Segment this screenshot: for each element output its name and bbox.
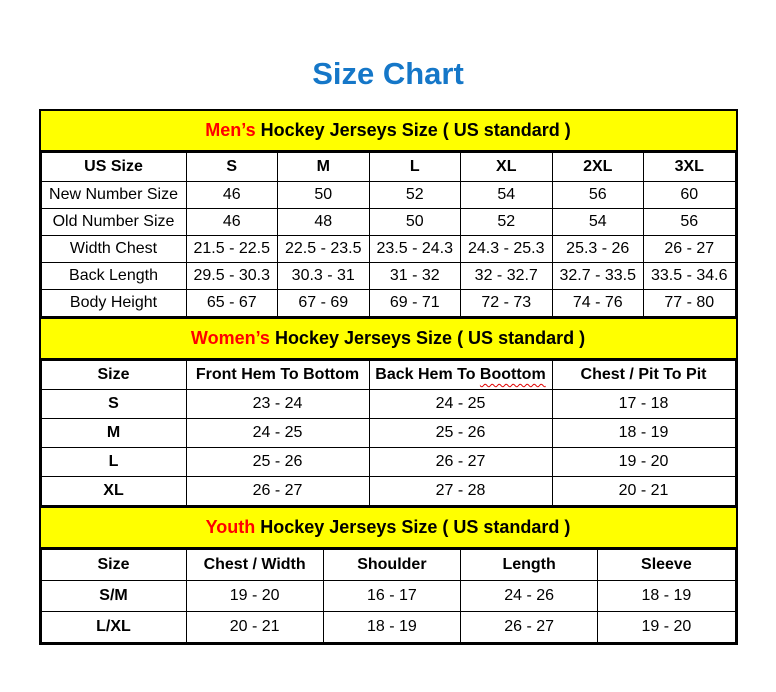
value-cell: 56 <box>644 209 736 236</box>
column-header: US Size <box>41 153 186 182</box>
row-label: Back Length <box>41 263 186 290</box>
size-chart <box>39 109 738 645</box>
column-header: Shoulder <box>323 550 460 581</box>
value-cell: 16 - 17 <box>323 581 460 612</box>
womens-banner-text: Hockey Jerseys Size ( US standard ) <box>269 328 586 348</box>
value-cell: 54 <box>552 209 644 236</box>
value-cell: 33.5 - 34.6 <box>644 263 736 290</box>
youth-section-banner <box>41 506 736 549</box>
value-cell: 32 - 32.7 <box>461 263 553 290</box>
column-header-text: Back Hem To <box>375 366 480 383</box>
value-cell: 19 - 20 <box>552 448 735 477</box>
value-cell: 72 - 73 <box>461 290 553 317</box>
value-cell: 19 - 20 <box>598 612 735 643</box>
value-cell: 21.5 - 22.5 <box>186 236 278 263</box>
value-cell: 17 - 18 <box>552 390 735 419</box>
column-header: Front Hem To Bottom <box>186 361 369 390</box>
value-cell: 65 - 67 <box>186 290 278 317</box>
row-label: Width Chest <box>41 236 186 263</box>
value-cell: 23.5 - 24.3 <box>369 236 461 263</box>
mens-section-banner <box>41 111 736 152</box>
youth-header-row <box>41 550 735 581</box>
table-row <box>41 419 735 448</box>
page-title: Size Chart <box>312 56 464 91</box>
row-label: M <box>41 419 186 448</box>
value-cell: 20 - 21 <box>552 477 735 506</box>
page <box>0 56 776 645</box>
column-header: XL <box>461 153 553 182</box>
row-label: New Number Size <box>41 182 186 209</box>
value-cell: 60 <box>644 182 736 209</box>
womens-header-row <box>41 361 735 390</box>
value-cell: 25.3 - 26 <box>552 236 644 263</box>
value-cell: 27 - 28 <box>369 477 552 506</box>
table-row <box>41 477 735 506</box>
column-header <box>369 361 552 390</box>
column-header: Chest / Width <box>186 550 323 581</box>
table-row <box>41 290 735 317</box>
column-header: M <box>278 153 370 182</box>
value-cell: 20 - 21 <box>186 612 323 643</box>
value-cell: 52 <box>369 182 461 209</box>
value-cell: 31 - 32 <box>369 263 461 290</box>
column-header: 2XL <box>552 153 644 182</box>
row-label: XL <box>41 477 186 506</box>
table-row <box>41 390 735 419</box>
value-cell: 30.3 - 31 <box>278 263 370 290</box>
value-cell: 26 - 27 <box>186 477 369 506</box>
column-header: 3XL <box>644 153 736 182</box>
youth-banner-text: Hockey Jerseys Size ( US standard ) <box>255 517 571 537</box>
row-label: S/M <box>41 581 186 612</box>
value-cell: 69 - 71 <box>369 290 461 317</box>
value-cell: 25 - 26 <box>186 448 369 477</box>
value-cell: 18 - 19 <box>598 581 735 612</box>
row-label: L/XL <box>41 612 186 643</box>
value-cell: 25 - 26 <box>369 419 552 448</box>
value-cell: 22.5 - 23.5 <box>278 236 370 263</box>
youth-size-table <box>41 549 736 643</box>
value-cell: 46 <box>186 209 278 236</box>
value-cell: 67 - 69 <box>278 290 370 317</box>
table-row <box>41 236 735 263</box>
value-cell: 46 <box>186 182 278 209</box>
mens-size-table <box>41 152 736 317</box>
womens-section-banner <box>41 317 736 360</box>
value-cell: 24 - 25 <box>369 390 552 419</box>
row-label: L <box>41 448 186 477</box>
table-row <box>41 182 735 209</box>
column-header: Size <box>41 361 186 390</box>
value-cell: 18 - 19 <box>323 612 460 643</box>
value-cell: 23 - 24 <box>186 390 369 419</box>
column-header: L <box>369 153 461 182</box>
youth-banner-highlight: Youth <box>205 517 256 537</box>
column-header: Length <box>461 550 598 581</box>
table-row <box>41 209 735 236</box>
value-cell: 19 - 20 <box>186 581 323 612</box>
column-header: S <box>186 153 278 182</box>
value-cell: 74 - 76 <box>552 290 644 317</box>
table-row <box>41 612 735 643</box>
value-cell: 18 - 19 <box>552 419 735 448</box>
table-row <box>41 448 735 477</box>
column-header: Size <box>41 550 186 581</box>
row-label: Old Number Size <box>41 209 186 236</box>
mens-banner-highlight: Men’s <box>205 120 256 140</box>
womens-banner-highlight: Women’s <box>190 328 270 348</box>
value-cell: 26 - 27 <box>369 448 552 477</box>
value-cell: 32.7 - 33.5 <box>552 263 644 290</box>
value-cell: 24 - 26 <box>461 581 598 612</box>
value-cell: 56 <box>552 182 644 209</box>
column-header: Sleeve <box>598 550 735 581</box>
value-cell: 50 <box>278 182 370 209</box>
misspelled-word: Boottom <box>479 366 546 383</box>
value-cell: 48 <box>278 209 370 236</box>
value-cell: 29.5 - 30.3 <box>186 263 278 290</box>
table-row <box>41 581 735 612</box>
mens-header-row <box>41 153 735 182</box>
column-header: Chest / Pit To Pit <box>552 361 735 390</box>
value-cell: 24.3 - 25.3 <box>461 236 553 263</box>
value-cell: 50 <box>369 209 461 236</box>
value-cell: 26 - 27 <box>644 236 736 263</box>
value-cell: 77 - 80 <box>644 290 736 317</box>
row-label: S <box>41 390 186 419</box>
table-row <box>41 263 735 290</box>
value-cell: 54 <box>461 182 553 209</box>
value-cell: 52 <box>461 209 553 236</box>
mens-banner-text: Hockey Jerseys Size ( US standard ) <box>255 120 571 140</box>
value-cell: 26 - 27 <box>461 612 598 643</box>
womens-size-table <box>41 360 736 506</box>
row-label: Body Height <box>41 290 186 317</box>
value-cell: 24 - 25 <box>186 419 369 448</box>
